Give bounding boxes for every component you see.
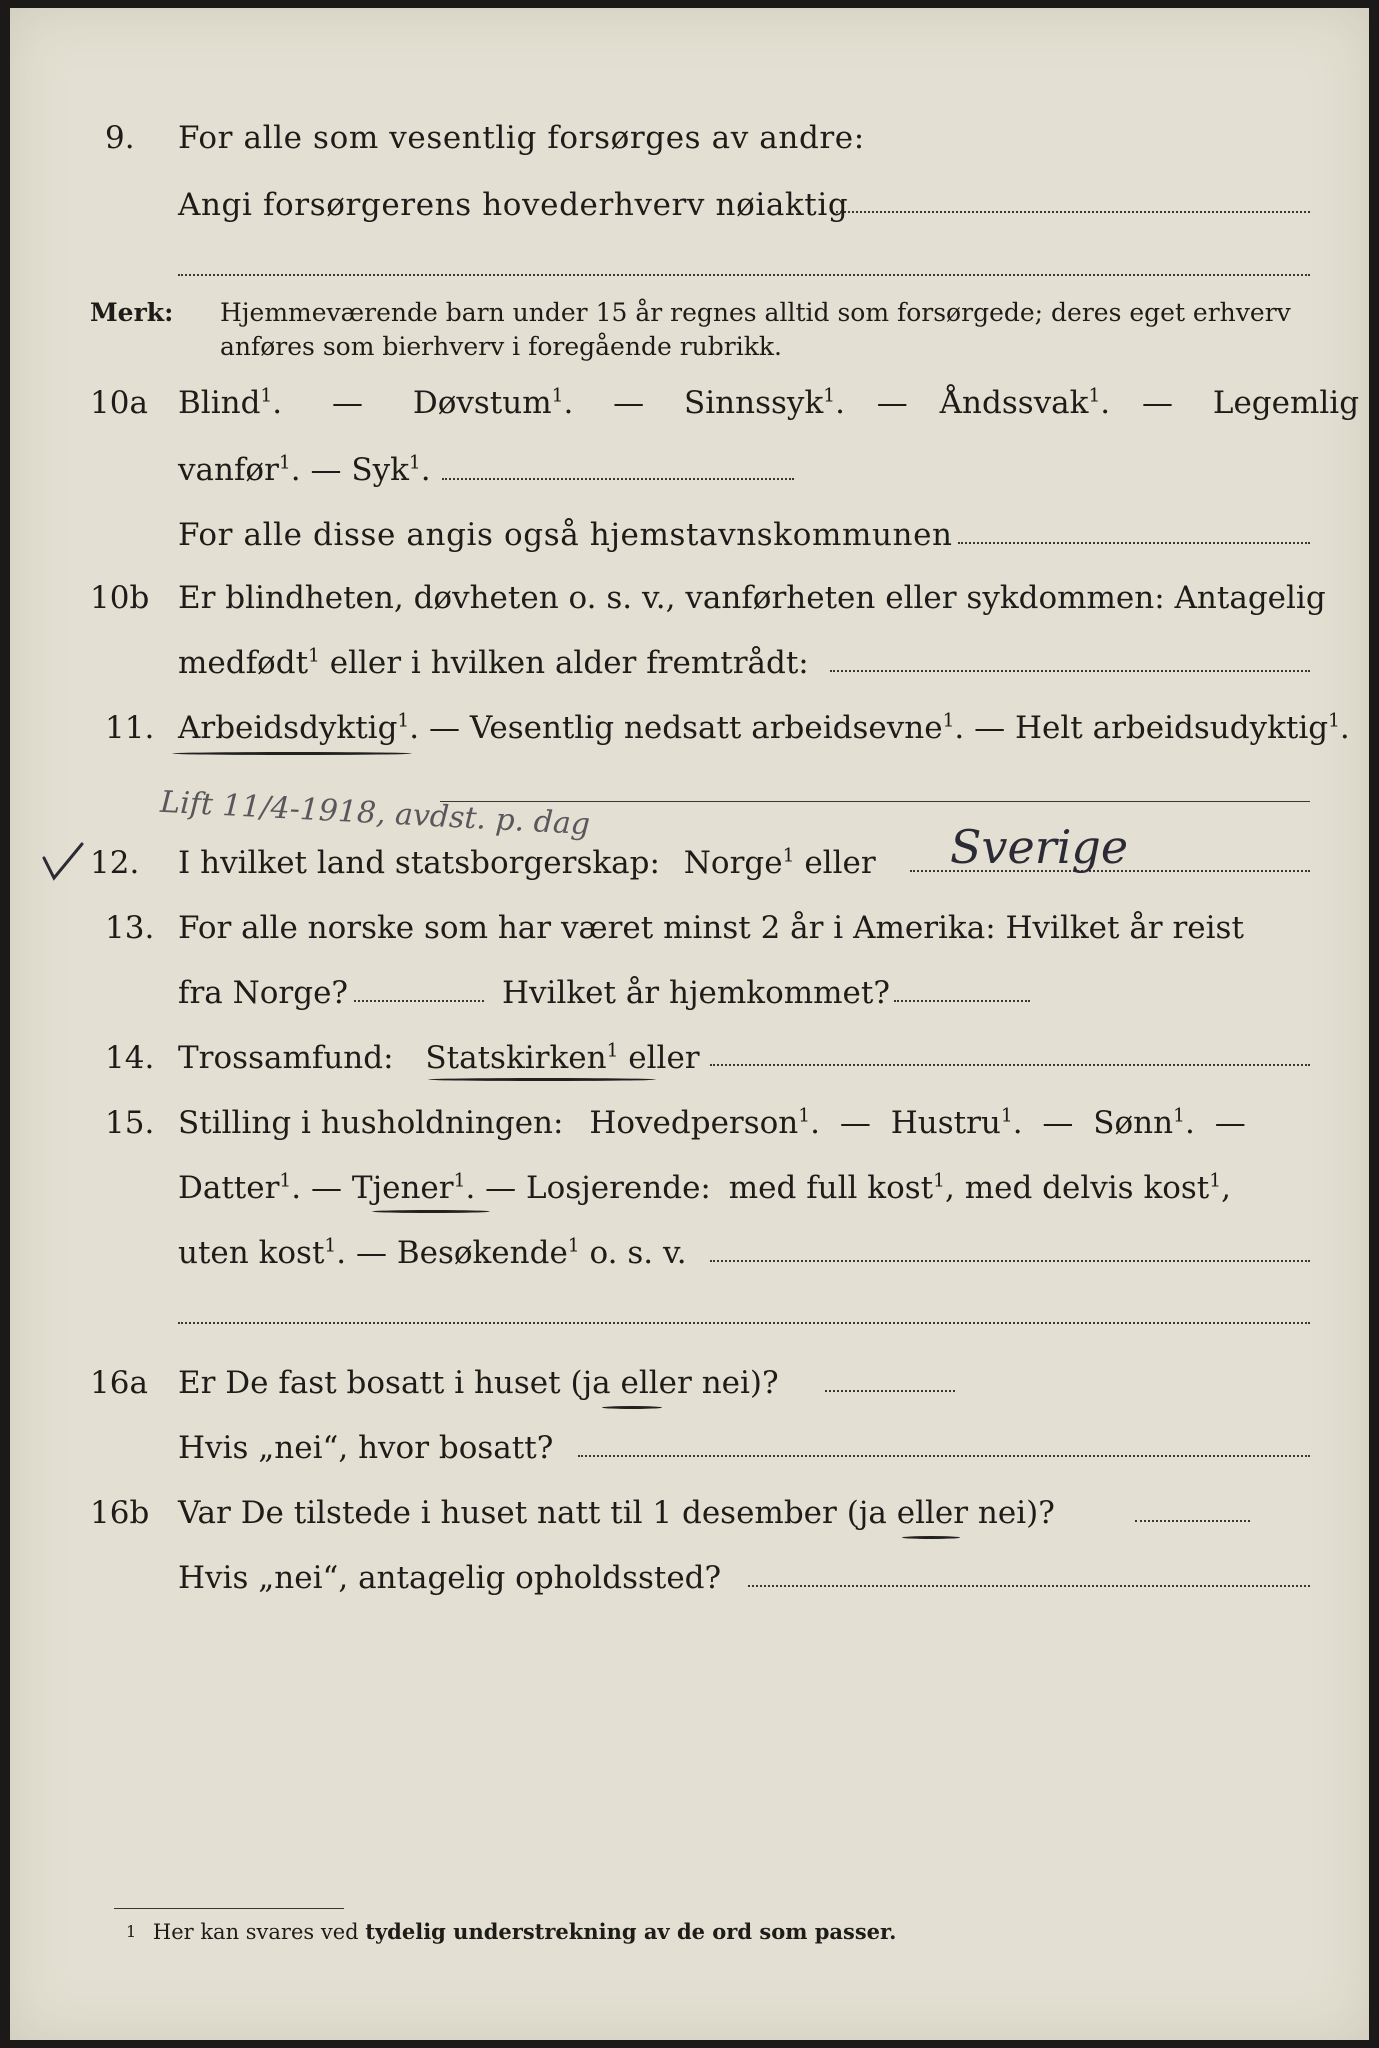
q10a-number: 10a xyxy=(90,385,148,421)
q14-answer-line[interactable] xyxy=(710,1064,1310,1066)
q10a-vanfor: vanfør xyxy=(178,452,279,488)
q16b-line1: Var De tilstede i huset natt til 1 desember (ja eller nei)? xyxy=(178,1495,1055,1531)
q15-answer-line[interactable] xyxy=(710,1260,1310,1262)
q16b-number: 16b xyxy=(90,1495,150,1531)
q14-label: Trossamfund: xyxy=(178,1040,394,1076)
q13-line1: For alle norske som har været minst 2 år i Amerika: Hvilket år reist xyxy=(178,910,1244,946)
q12-handwritten-answer: Sverige xyxy=(950,820,1129,874)
q15-hovedperson: Hovedperson xyxy=(589,1105,799,1141)
q15-hustru: Hustru xyxy=(890,1105,1001,1141)
footnote-text-1: Her kan svares ved xyxy=(152,1920,359,1944)
q9-answer-line-2[interactable] xyxy=(178,274,1310,276)
q16b-line2: Hvis „nei“, antagelig opholdssted? xyxy=(178,1560,722,1596)
q14-number: 14. xyxy=(105,1040,155,1076)
q12-number: 12. xyxy=(90,845,140,881)
q15-med-full-kost: med full kost xyxy=(728,1170,934,1206)
q11-number: 11. xyxy=(105,710,155,746)
q10a-line3: For alle disse angis også hjemstavnskommunen xyxy=(178,517,953,553)
q9-answer-line[interactable] xyxy=(836,211,1310,213)
census-form-page xyxy=(10,8,1369,2040)
q13-hjemkommet-line[interactable] xyxy=(894,1000,1030,1002)
q16a-line2: Hvis „nei“, hvor bosatt? xyxy=(178,1430,554,1466)
footnote-rule xyxy=(114,1908,344,1909)
q16a-handwritten-underline xyxy=(602,1406,662,1409)
q15-osv: o. s. v. xyxy=(589,1235,687,1271)
merk-line1: Hjemmeværende barn under 15 år regnes alltid som forsørgede; deres eget erhverv xyxy=(220,298,1291,327)
q9-number: 9. xyxy=(105,120,135,156)
q10a-legemlig: Legemlig xyxy=(1212,385,1360,421)
q10b-number: 10b xyxy=(90,580,150,616)
handwritten-note: Lift 11/4-1918, avdst. p. dag xyxy=(159,784,591,843)
q15-med-delvis-kost: med delvis kost xyxy=(964,1170,1210,1206)
q10b-alder: eller i hvilken alder fremtrådt: xyxy=(329,645,809,681)
q13-line2a: fra Norge? xyxy=(178,975,349,1011)
q10a-answer-line[interactable] xyxy=(442,478,794,480)
q10b-line1: Er blindheten, døvheten o. s. v., vanførheten eller sykdommen: Antagelig xyxy=(178,580,1326,616)
merk-label: Merk: xyxy=(90,298,174,327)
q12-question: I hvilket land statsborgerskap: xyxy=(178,845,660,881)
q16a-bosatt-line[interactable] xyxy=(578,1455,1310,1457)
q15-besokende: Besøkende xyxy=(396,1235,568,1271)
footnote-text-2: tydelig understrekning av de ord som passer. xyxy=(365,1919,897,1944)
q15-datter: Datter xyxy=(178,1170,280,1206)
q11-arbeidsdyktig: Arbeidsdyktig xyxy=(178,710,398,746)
q10a-commune-line[interactable] xyxy=(958,542,1310,544)
q15-line3: uten kost$^1$. — Besøkende$^1$ o. s. v. xyxy=(178,1235,687,1271)
q12-line: I hvilket land statsborgerskap: Norge$^1$ eller xyxy=(178,845,876,881)
q16a-number: 16a xyxy=(90,1365,148,1401)
q15-line1: Stilling i husholdningen: Hovedperson$^1$. — Hustru$^1$. — Sønn$^1$. — xyxy=(178,1105,1246,1141)
q11-line: Arbeidsdyktig$^1$. — Vesentlig nedsatt arbeidsevne$^1$. — Helt arbeidsudyktig$^1$. xyxy=(178,710,1350,746)
q16b-handwritten-underline xyxy=(902,1536,960,1539)
merk-line2: anføres som bierhverv i foregående rubrikk. xyxy=(220,332,782,361)
q10a-line1: Blind$^1$. — Døvstum$^1$. — Sinnssyk$^1$. — Åndssvak$^1$. — Legemlig xyxy=(178,385,1360,421)
q15-tjener: Tjener xyxy=(351,1170,454,1206)
footnote-mark: 1 xyxy=(126,1922,137,1941)
q14-line: Trossamfund: Statskirken$^1$ eller xyxy=(178,1040,700,1076)
q10a-andssvak: Åndssvak xyxy=(939,385,1089,421)
q11-handwritten-underline xyxy=(172,752,412,755)
q15-answer-line-2[interactable] xyxy=(178,1322,1310,1324)
q10b-line2: medfødt$^1$ eller i hvilken alder fremtrådt: xyxy=(178,645,809,681)
q11-nedsatt: Vesentlig nedsatt arbeidsevne xyxy=(469,710,943,746)
q15-handwritten-underline xyxy=(372,1210,490,1213)
q10a-blind: Blind xyxy=(178,385,261,421)
q15-label: Stilling i husholdningen: xyxy=(178,1105,564,1141)
q14-statskirken: Statskirken xyxy=(425,1040,607,1076)
q13-line2b: Hvilket år hjemkommet? xyxy=(502,975,890,1011)
q15-number: 15. xyxy=(105,1105,155,1141)
q16a-answer-line[interactable] xyxy=(825,1390,955,1392)
q15-uten-kost: uten kost xyxy=(178,1235,325,1271)
q11-udyktig: Helt arbeidsudyktig xyxy=(1014,710,1329,746)
q9-line2: Angi forsørgerens hovederhverv nøiaktig xyxy=(178,187,849,223)
q12-eller: eller xyxy=(804,845,876,881)
q15-losjerende: Losjerende: xyxy=(526,1170,711,1206)
q14-handwritten-underline xyxy=(428,1078,656,1081)
q11-answer-rule xyxy=(440,801,1310,802)
q10a-line2: vanfør$^1$. — Syk$^1$. xyxy=(178,452,431,488)
checkmark-icon xyxy=(40,840,86,882)
q15-line2: Datter$^1$. — Tjener$^1$. — Losjerende: med full kost$^1$, med delvis kost$^1$, xyxy=(178,1170,1231,1206)
q10a-dovstum: Døvstum xyxy=(412,385,552,421)
q10b-answer-line[interactable] xyxy=(830,670,1310,672)
q16b-opholdssted-line[interactable] xyxy=(748,1585,1310,1587)
q10b-medfodt: medfødt xyxy=(178,645,309,681)
q16a-line1: Er De fast bosatt i huset (ja eller nei)? xyxy=(178,1365,779,1401)
q12-norge: Norge xyxy=(683,845,783,881)
q9-line1: For alle som vesentlig forsørges av andre: xyxy=(178,120,865,156)
q10a-sinnssyk: Sinnssyk xyxy=(684,385,824,421)
q13-number: 13. xyxy=(105,910,155,946)
q16b-answer-line[interactable] xyxy=(1135,1520,1250,1522)
q13-reist-line[interactable] xyxy=(354,1000,484,1002)
footnote xyxy=(126,1918,896,1946)
q10a-syk: Syk xyxy=(351,452,409,488)
q15-sonn: Sønn xyxy=(1093,1105,1174,1141)
q14-eller: eller xyxy=(628,1040,700,1076)
